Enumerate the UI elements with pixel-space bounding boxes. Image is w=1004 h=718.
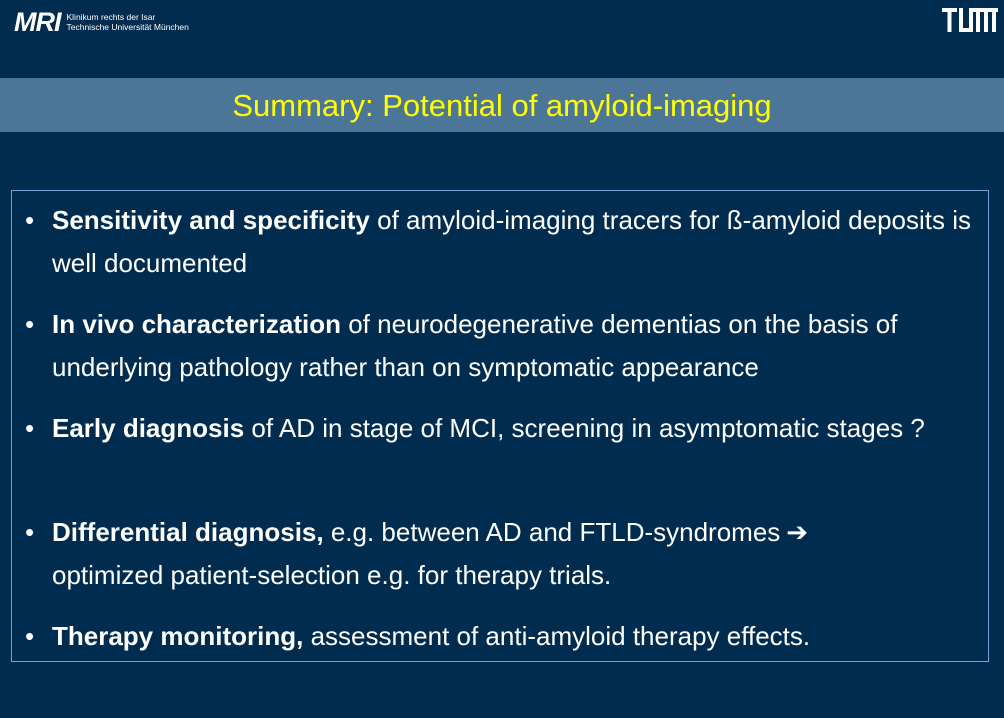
bullet-body: of AD in stage of MCI, screening in asymptomatic stages ? <box>251 413 925 443</box>
bullet-dot: • <box>25 621 35 651</box>
bullet-item-sensitivity <box>25 199 975 285</box>
bullet-dot: • <box>25 413 35 443</box>
bullet-body: of amyloid-imaging tracers for ß-amyloid deposits is well documented <box>52 205 971 278</box>
bullet-dot: • <box>25 517 35 547</box>
bullet-text <box>52 303 975 389</box>
mri-logo <box>14 7 189 37</box>
bullet-dot: • <box>25 309 35 339</box>
bullet-text <box>52 199 975 285</box>
bullet-item-therapy-monitoring <box>25 615 975 658</box>
tum-logo-icon <box>942 6 998 34</box>
bullet-bold: Sensitivity and specificity <box>52 205 370 235</box>
clinic-name-line2: Technische Universität München <box>66 22 189 32</box>
right-arrow-icon: ➔ <box>786 517 809 547</box>
content-box <box>11 190 989 662</box>
clinic-name <box>67 12 189 32</box>
bullet-body: e.g. between AD and FTLD-syndromes <box>330 517 781 547</box>
bullet-text <box>52 407 975 450</box>
title-band <box>0 78 1004 132</box>
bullet-item-early-diagnosis <box>25 407 975 450</box>
bullet-body: assessment of anti-amyloid therapy effects. <box>310 621 811 651</box>
bullet-item-differential-diagnosis <box>25 511 975 597</box>
mri-logo-mark: MRI <box>14 6 61 37</box>
bullet-body-continued: optimized patient-selection e.g. for therapy trials. <box>52 560 612 590</box>
tum-logo <box>942 6 998 39</box>
bullet-item-characterization <box>25 303 975 389</box>
bullet-bold: Therapy monitoring, <box>52 621 304 651</box>
bullet-bold: Differential diagnosis, <box>52 517 324 547</box>
slide-title: Summary: Potential of amyloid-imaging <box>232 87 772 123</box>
bullet-bold: Early diagnosis <box>52 413 245 443</box>
clinic-name-line1: Klinikum rechts der Isar <box>66 12 156 22</box>
bullet-text <box>52 511 975 597</box>
bullet-dot: • <box>25 205 35 235</box>
bullet-bold: In vivo characterization <box>52 309 341 339</box>
bullet-text <box>52 615 975 658</box>
bullet-body: of neurodegenerative dementias on the basis of underlying pathology rather than on symptomatic appearance <box>52 309 898 382</box>
